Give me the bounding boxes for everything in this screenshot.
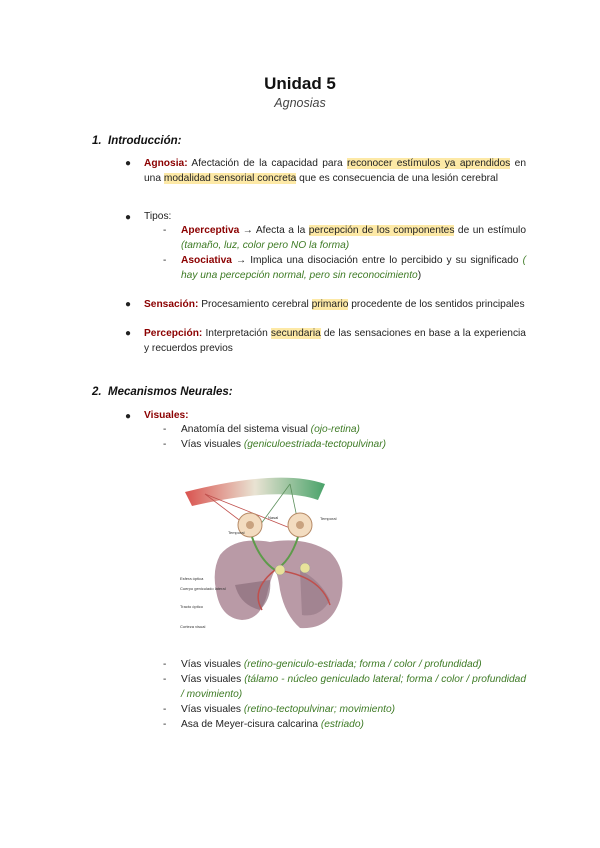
item-note: (tálamo - núcleo geniculado lateral; forma / color / profundidad / movimiento) — [181, 674, 526, 700]
highlight-modalidad: modalidad sensorial concreta — [163, 173, 297, 184]
visual-item — [181, 717, 526, 732]
section-title: Introducción: — [108, 135, 182, 147]
sensacion-definition — [144, 297, 526, 312]
term-visuales: Visuales: — [144, 410, 189, 421]
visual-item — [181, 702, 526, 717]
figure-label: Temporal — [320, 516, 337, 521]
highlight-percepcion-componentes: percepción de los componentes — [308, 225, 455, 236]
figure-label: Tracto óptico — [180, 604, 203, 609]
text-fragment: Interpretación — [202, 328, 271, 339]
brain-outline — [215, 540, 343, 628]
item-text: Vías visuales — [181, 439, 244, 450]
dash-marker: - — [163, 255, 167, 266]
note-aperceptiva: (tamaño, luz, color pero NO la forma) — [181, 240, 350, 251]
text-fragment: de las sensaciones en base a la experiencia y recuerdos previos — [144, 328, 526, 354]
bullet-dot: ● — [125, 328, 132, 339]
lateral-geniculate — [275, 565, 285, 575]
figure-label: Nasal — [268, 515, 279, 520]
section-title: Mecanismos Neurales: — [108, 386, 233, 398]
aperceptiva-item — [181, 223, 526, 253]
dash-marker: - — [163, 225, 167, 236]
figure-label: Temporal — [228, 530, 245, 535]
dash-marker: - — [163, 439, 167, 450]
item-text: Vías visuales — [181, 659, 244, 670]
visual-field-arc — [185, 478, 325, 506]
visual-pathway-figure — [180, 470, 380, 650]
agnosia-definition — [144, 156, 526, 186]
visual-item — [181, 657, 526, 672]
term-percepcion: Percepción: — [144, 328, 203, 339]
item-note: (ojo-retina) — [310, 424, 360, 435]
page-subtitle: Agnosias — [274, 96, 326, 110]
section-number: 2. — [92, 386, 102, 398]
text-fragment: Afectación de la capacidad para — [187, 158, 348, 169]
item-text: Asa de Meyer-cisura calcarina — [181, 719, 321, 730]
section-heading-mecanismos — [92, 386, 233, 398]
text-fragment: Procesamiento cerebral — [198, 299, 312, 310]
highlight-reconocer: reconocer estímulos ya aprendidos — [347, 158, 511, 169]
item-note: (retino-geniculo-estriada; forma / color / profundidad) — [243, 659, 482, 670]
item-note: (estriado) — [320, 719, 364, 730]
text-fragment: → Afecta a la — [239, 225, 309, 236]
highlight-primario: primario — [311, 299, 349, 310]
dash-marker: - — [163, 424, 167, 435]
visual-item — [181, 422, 526, 437]
page-title: Unidad 5 — [264, 74, 336, 93]
note-asociativa: ( hay una percepción normal, pero sin reconocimiento — [181, 255, 526, 281]
visual-item — [181, 672, 526, 702]
text-fragment: ) — [417, 270, 422, 281]
bullet-dot: ● — [125, 411, 132, 422]
bullet-dot: ● — [125, 158, 132, 169]
section-heading-introduccion — [92, 135, 181, 147]
text-fragment: en una — [144, 158, 526, 184]
bullet-dot: ● — [125, 299, 132, 310]
text-fragment: de un estímulo — [454, 225, 526, 236]
text-fragment: → Implica una disociación entre lo percibido y su significado — [231, 255, 523, 266]
term-agnosia: Agnosia: — [144, 158, 188, 169]
visual-item — [181, 437, 526, 452]
dash-marker: - — [163, 719, 167, 730]
lateral-geniculate — [300, 563, 310, 573]
term-asociativa: Asociativa — [181, 255, 232, 266]
term-aperceptiva: Aperceptiva — [181, 225, 240, 236]
dash-marker: - — [163, 704, 167, 715]
dash-marker: - — [163, 659, 167, 670]
figure-label: Cuerpo geniculado lateral — [180, 586, 226, 591]
item-note: (retino-tectopulvinar; movimiento) — [243, 704, 396, 715]
item-text: Vías visuales — [181, 704, 244, 715]
tipos-label: Tipos: — [144, 211, 172, 222]
dash-marker: - — [163, 674, 167, 685]
figure-label: Corteza visual — [180, 624, 206, 629]
figure-label: Esfera óptica — [180, 576, 204, 581]
item-text: Anatomía del sistema visual — [181, 424, 311, 435]
item-note: (geniculoestriada-tectopulvinar) — [243, 439, 386, 450]
highlight-secundaria: secundaria — [270, 328, 321, 339]
right-eye-lens — [296, 521, 304, 529]
percepcion-definition — [144, 326, 526, 356]
visuales-label — [144, 408, 189, 423]
asociativa-item — [181, 253, 526, 283]
left-eye-lens — [246, 521, 254, 529]
section-number: 1. — [92, 135, 102, 147]
item-text: Vías visuales — [181, 674, 245, 685]
term-sensacion: Sensación: — [144, 299, 199, 310]
text-fragment: procedente de los sentidos principales — [348, 299, 525, 310]
bullet-dot: ● — [125, 212, 132, 223]
text-fragment: que es consecuencia de una lesión cerebral — [296, 173, 498, 184]
